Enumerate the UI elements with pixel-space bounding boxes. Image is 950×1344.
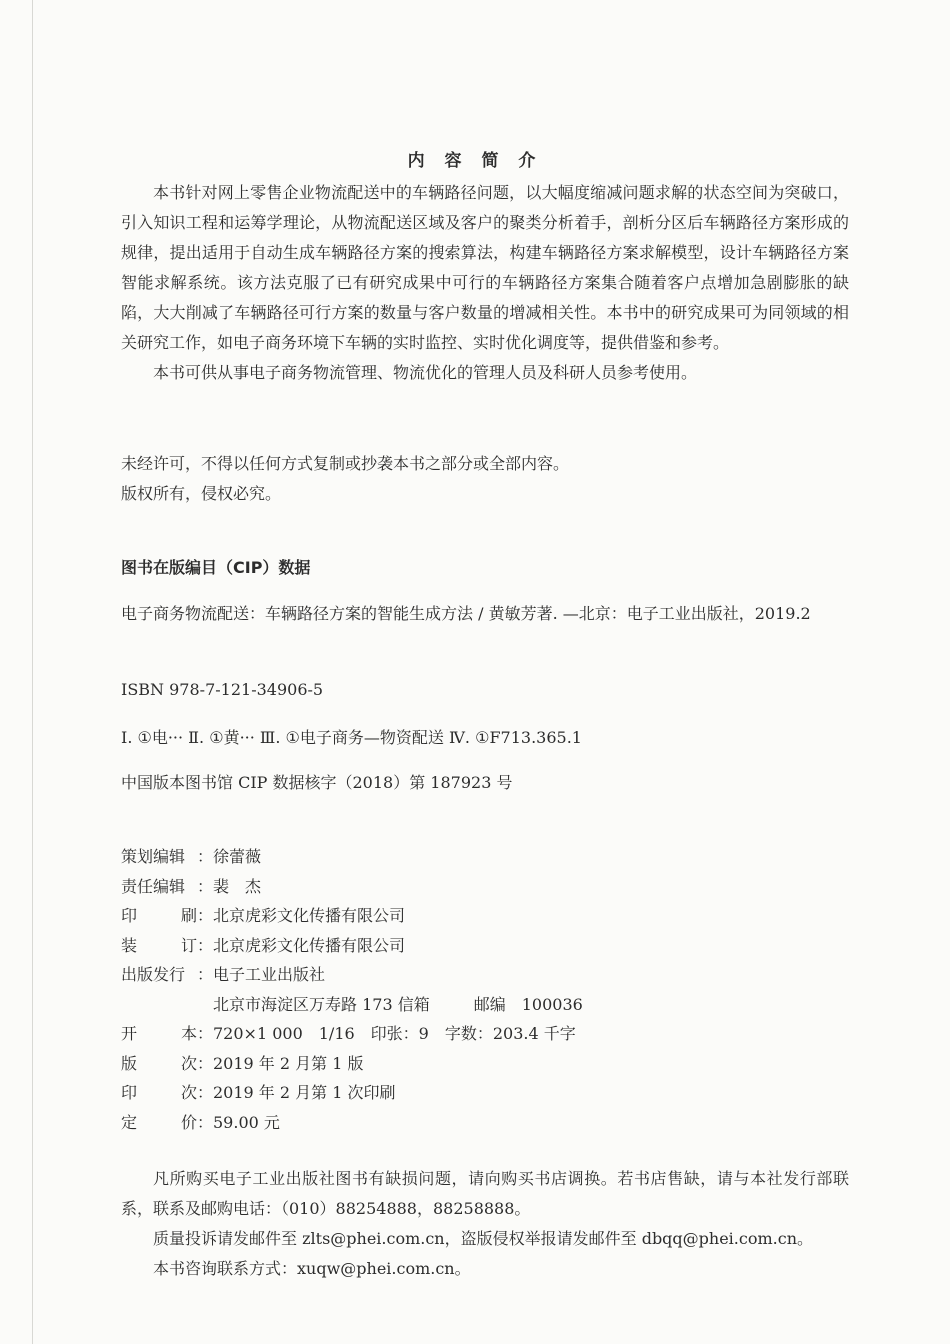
credit-value: 电子工业出版社 (213, 965, 326, 984)
summary-paragraph-1: 本书针对网上零售企业物流配送中的车辆路径问题，以大幅度缩减问题求解的状态空间为突破口，引入知识工程和运筹学理论，从物流配送区域及客户的聚类分析着手，剖析分区后车辆路径方案形成的规律，提出适用于自动生成车辆路径方案的搜索算法，构建车辆路径方案求解模型，设计车辆路径方案智能求解系统。该方法克服了已有研究成果中可行的车辆路径方案集合随着客户点增加急剧膨胀的缺陷，大大削减了车辆路径可行方案的数量与客户数量的增减相关性。本书中的研究成果可为同领域的相关研究工作，如电子商务环境下车辆的实时监控、实时优化调度等，提供借鉴和参考。 (121, 183, 849, 352)
credit-label: 装 订： (121, 935, 213, 955)
spec-label: 印 次： (121, 1083, 213, 1102)
isbn: ISBN 978-7-121-34906-5 (121, 680, 324, 699)
summary-section (121, 178, 849, 388)
copyright-warning: 未经许可，不得以任何方式复制或抄袭本书之部分或全部内容。 (121, 454, 570, 473)
cip-entry: 电子商务物流配送：车辆路径方案的智能生成方法 / 黄敏芳著. —北京：电子工业出版社，2019.2 (121, 604, 811, 623)
spec-value: 720×1 000 1/16 印张：9 字数：203.4 千字 (213, 1024, 576, 1043)
page-edge-line (32, 0, 33, 1344)
spec-label: 版 次： (121, 1053, 213, 1073)
publication-credits (121, 842, 583, 1137)
notice-paragraph-3: 本书咨询联系方式：xuqw@phei.com.cn。 (153, 1259, 471, 1278)
credit-row (121, 842, 583, 872)
page-title: 内 容 简 介 (407, 151, 543, 171)
credit-row (121, 931, 583, 961)
credit-label: 出版发行 ： (121, 965, 213, 984)
spec-row (121, 1049, 583, 1079)
spec-row (121, 1019, 583, 1049)
spec-value: 59.00 元 (213, 1112, 280, 1132)
credit-value: 徐蕾薇 (213, 847, 262, 866)
copyright-notice: 版权所有，侵权必究。 (121, 484, 282, 503)
cip-check-number: 中国版本图书馆 CIP 数据核字（2018）第 187923 号 (121, 773, 513, 792)
credit-label: 印 刷： (121, 906, 213, 925)
spec-value: 2019 年 2 月第 1 次印刷 (213, 1083, 396, 1102)
notice-paragraph-2: 质量投诉请发邮件至 zlts@phei.com.cn，盗版侵权举报请发邮件至 dbqq@phei.com.cn。 (153, 1229, 814, 1248)
credit-value: 北京虎彩文化传播有限公司 (213, 935, 406, 955)
credit-row (121, 960, 583, 990)
spec-value: 2019 年 2 月第 1 版 (213, 1053, 364, 1073)
credit-row (121, 872, 583, 902)
publisher-address (121, 990, 583, 1020)
credit-value: 裴 杰 (213, 876, 262, 896)
address-street: 北京市海淀区万寿路 173 信箱 (213, 994, 430, 1014)
credit-value: 北京虎彩文化传播有限公司 (213, 906, 406, 925)
credit-label: 责任编辑 ： (121, 876, 213, 896)
spec-row (121, 1108, 583, 1138)
address-postcode: 邮编 100036 (473, 994, 583, 1014)
notice-paragraph-1: 凡所购买电子工业出版社图书有缺损问题，请向购买书店调换。若书店售缺，请与本社发行部联系，联系及邮购电话：（010）88254888，88258888。 (121, 1169, 849, 1218)
credit-label: 策划编辑 ： (121, 847, 213, 866)
spec-label: 开 本： (121, 1024, 213, 1043)
credit-row (121, 901, 583, 931)
spec-label: 定 价： (121, 1112, 213, 1132)
cip-heading: 图书在版编目（CIP）数据 (121, 558, 311, 577)
spec-row (121, 1078, 583, 1108)
summary-paragraph-2: 本书可供从事电子商务物流管理、物流优化的管理人员及科研人员参考使用。 (153, 363, 698, 382)
purchase-notice (121, 1164, 849, 1284)
cip-classification: Ⅰ. ①电··· Ⅱ. ①黄··· Ⅲ. ①电子商务—物资配送 Ⅳ. ①F713.365.1 (121, 728, 582, 747)
